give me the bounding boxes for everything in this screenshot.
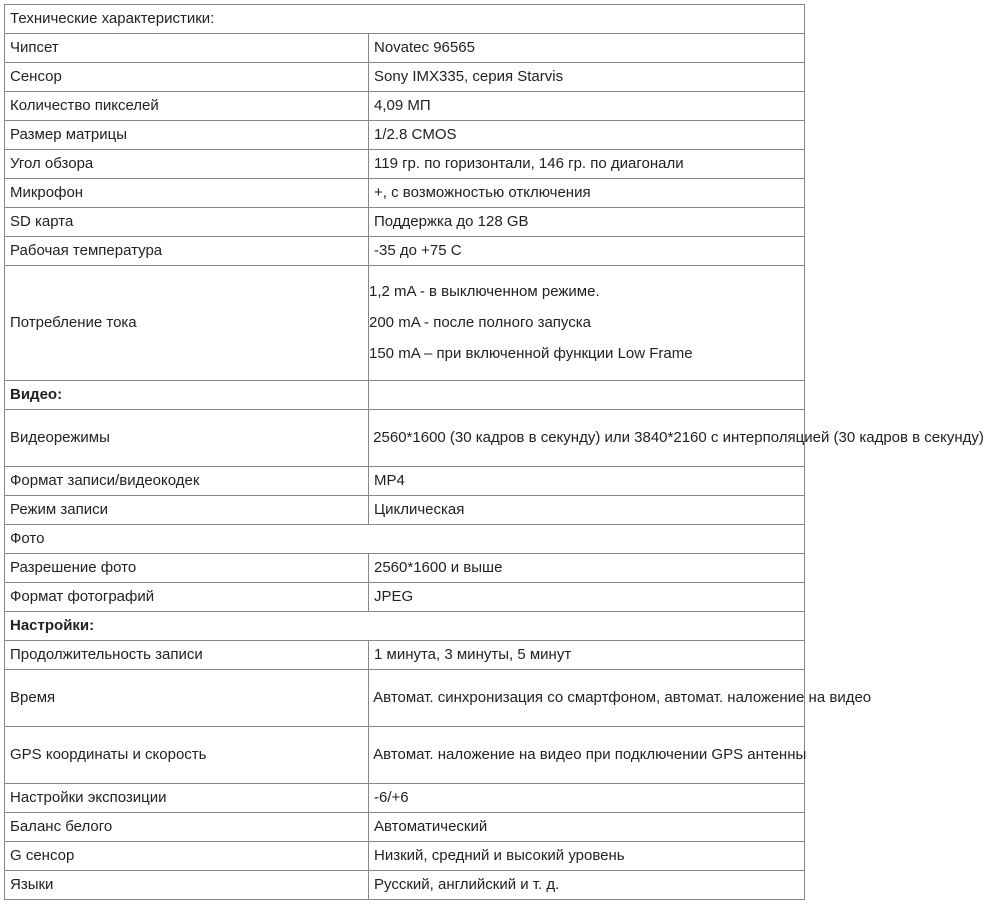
row-value: Циклическая bbox=[369, 496, 805, 525]
row-label: Угол обзора bbox=[5, 150, 369, 179]
row-label: G сенсор bbox=[5, 842, 369, 871]
row-value-empty bbox=[369, 381, 805, 410]
row-value: -6/+6 bbox=[369, 784, 805, 813]
row-label: Настройки экспозиции bbox=[5, 784, 369, 813]
table-row bbox=[5, 237, 805, 266]
row-label: Формат фотографий bbox=[5, 583, 369, 612]
row-label: Микрофон bbox=[5, 179, 369, 208]
row-value: 2560*1600 и выше bbox=[369, 554, 805, 583]
row-value: Низкий, средний и высокий уровень bbox=[369, 842, 805, 871]
row-value: Поддержка до 128 GB bbox=[369, 208, 805, 237]
section-header-settings: Настройки: bbox=[5, 612, 805, 641]
table-row bbox=[5, 670, 805, 727]
table-header: Технические характеристики: bbox=[5, 5, 805, 34]
row-label: Языки bbox=[5, 871, 369, 900]
row-value: MP4 bbox=[369, 467, 805, 496]
row-label: Время bbox=[5, 670, 369, 727]
section-header-video: Видео: bbox=[5, 381, 369, 410]
table-row bbox=[5, 583, 805, 612]
table-row bbox=[5, 381, 805, 410]
table-row bbox=[5, 410, 805, 467]
row-label: Потребление тока bbox=[5, 266, 369, 381]
row-label: SD карта bbox=[5, 208, 369, 237]
table-row bbox=[5, 5, 805, 34]
table-row bbox=[5, 208, 805, 237]
table-row bbox=[5, 554, 805, 583]
table-row bbox=[5, 92, 805, 121]
row-value bbox=[369, 727, 805, 784]
row-label: Разрешение фото bbox=[5, 554, 369, 583]
section-header-photo: Фото bbox=[5, 525, 805, 554]
row-value: 4,09 МП bbox=[369, 92, 805, 121]
row-value bbox=[369, 670, 872, 727]
row-value-text: Автомат. синхронизация со смартфоном, автомат. наложение на видео bbox=[373, 689, 872, 706]
row-label: Размер матрицы bbox=[5, 121, 369, 150]
row-value: JPEG bbox=[369, 583, 805, 612]
row-value: 119 гр. по горизонтали, 146 гр. по диагонали bbox=[369, 150, 805, 179]
table-row bbox=[5, 612, 805, 641]
row-value: 1 минута, 3 минуты, 5 минут bbox=[369, 641, 805, 670]
table-row bbox=[5, 63, 805, 92]
specifications-table bbox=[4, 4, 984, 900]
table-row bbox=[5, 34, 805, 63]
table-row bbox=[5, 813, 805, 842]
table-row bbox=[5, 179, 805, 208]
table-row-power bbox=[5, 266, 805, 381]
table-row bbox=[5, 842, 805, 871]
row-label: Продолжительность записи bbox=[5, 641, 369, 670]
table-row bbox=[5, 150, 805, 179]
row-value-text: 2560*1600 (30 кадров в секунду) или 3840*2160 с интерполяцией (30 кадров в секунду) bbox=[373, 429, 984, 446]
row-label: Количество пикселей bbox=[5, 92, 369, 121]
row-label: Режим записи bbox=[5, 496, 369, 525]
row-label: Сенсор bbox=[5, 63, 369, 92]
row-value: Русский, английский и т. д. bbox=[369, 871, 805, 900]
table-row bbox=[5, 121, 805, 150]
row-value: +, с возможностью отключения bbox=[369, 179, 805, 208]
row-label: Рабочая температура bbox=[5, 237, 369, 266]
row-value: Novatec 96565 bbox=[369, 34, 805, 63]
row-label: GPS координаты и скорость bbox=[5, 727, 369, 784]
table-row bbox=[5, 496, 805, 525]
power-line: 200 mA - после полного запуска bbox=[369, 314, 591, 331]
row-label: Чипсет bbox=[5, 34, 369, 63]
table-row bbox=[5, 467, 805, 496]
power-line: 1,2 mA - в выключенном режиме. bbox=[369, 283, 600, 300]
row-value: 1/2.8 CMOS bbox=[369, 121, 805, 150]
row-label: Формат записи/видеокодек bbox=[5, 467, 369, 496]
row-value bbox=[369, 410, 984, 467]
row-value: Автоматический bbox=[369, 813, 805, 842]
table-row bbox=[5, 525, 805, 554]
table-row bbox=[5, 871, 805, 900]
row-value-multiline bbox=[369, 266, 805, 381]
table-row bbox=[5, 784, 805, 813]
table-row bbox=[5, 641, 805, 670]
power-line: 150 mA – при включенной функции Low Frame bbox=[369, 345, 693, 362]
row-value: -35 до +75 С bbox=[369, 237, 805, 266]
row-value-text: Автомат. наложение на видео при подключении GPS антенны bbox=[373, 746, 807, 763]
row-value: Sony IMX335, серия Starvis bbox=[369, 63, 805, 92]
table-row bbox=[5, 727, 805, 784]
row-label: Видеорежимы bbox=[5, 410, 369, 467]
row-label: Баланс белого bbox=[5, 813, 369, 842]
